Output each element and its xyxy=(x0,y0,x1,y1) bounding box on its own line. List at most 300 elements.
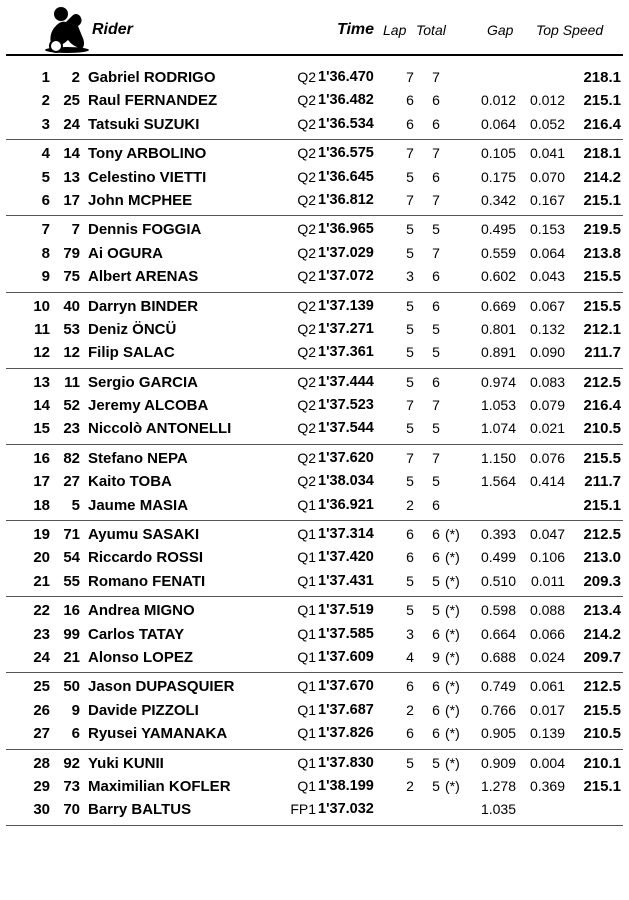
rider-name-cell: Jaume MASIA xyxy=(88,496,189,514)
position-cell: 7 xyxy=(41,221,50,239)
lap-cell: 6 xyxy=(406,526,414,543)
lap-cell: 5 xyxy=(406,221,414,238)
gap-cell: 0.905 xyxy=(480,725,516,742)
gap-column-header: Gap xyxy=(487,22,514,38)
lap-cell: 5 xyxy=(406,297,414,314)
total-laps-cell: 5 xyxy=(432,344,440,361)
total-laps-cell: 6 xyxy=(432,678,440,695)
top-speed-cell: 212.1 xyxy=(583,320,621,338)
lap-cell: 7 xyxy=(406,397,414,414)
session-cell: Q2 xyxy=(297,221,316,238)
session-cell: Q1 xyxy=(297,754,316,771)
top-speed-cell: 216.4 xyxy=(583,115,621,133)
rider-name-cell: Deniz ÖNCÜ xyxy=(88,320,177,338)
lap-time-cell: 1'37.032 xyxy=(318,801,374,818)
total-laps-cell: 6 xyxy=(432,268,440,285)
rider-number-cell: 12 xyxy=(63,344,80,362)
gap-cell: 0.342 xyxy=(480,191,516,208)
top-speed-cell: 209.7 xyxy=(583,648,621,666)
gap-to-previous-cell: 0.106 xyxy=(529,549,565,566)
total-laps-cell: 5 xyxy=(432,754,440,771)
lap-time-cell: 1'36.575 xyxy=(318,145,374,162)
gap-cell: 0.909 xyxy=(480,754,516,771)
total-laps-cell: 5 xyxy=(432,221,440,238)
results-table xyxy=(6,64,623,826)
lap-time-cell: 1'36.482 xyxy=(318,92,374,109)
position-cell: 11 xyxy=(34,320,50,338)
table-row xyxy=(6,752,623,775)
row-group xyxy=(6,64,623,140)
lap-cell: 5 xyxy=(406,420,414,437)
top-speed-cell: 212.5 xyxy=(583,526,621,544)
lap-time-cell: 1'38.034 xyxy=(318,473,374,490)
gap-cell: 0.598 xyxy=(480,602,516,619)
rider-name-cell: Darryn BINDER xyxy=(88,297,199,315)
row-group xyxy=(6,750,623,826)
session-cell: Q1 xyxy=(297,701,316,718)
lap-cell: 6 xyxy=(406,725,414,742)
lap-time-cell: 1'37.072 xyxy=(318,268,374,285)
top-speed-cell: 215.1 xyxy=(583,496,621,514)
rider-name-cell: Davide PIZZOLI xyxy=(88,701,199,719)
session-cell: Q2 xyxy=(297,473,316,490)
table-row xyxy=(6,341,623,364)
gap-to-previous-cell: 0.012 xyxy=(529,92,565,109)
position-cell: 2 xyxy=(41,92,50,110)
gap-cell: 0.801 xyxy=(480,320,516,337)
lap-time-cell: 1'38.199 xyxy=(318,777,374,794)
lap-cell: 7 xyxy=(406,191,414,208)
table-row xyxy=(6,166,623,189)
session-cell: Q1 xyxy=(297,625,316,642)
total-laps-cell: 6 xyxy=(432,496,440,513)
rider-name-cell: Niccolò ANTONELLI xyxy=(88,420,232,438)
position-cell: 12 xyxy=(33,344,50,362)
total-laps-cell: 6 xyxy=(432,526,440,543)
lap-time-cell: 1'37.519 xyxy=(318,602,374,619)
position-cell: 25 xyxy=(33,678,50,696)
session-cell: Q2 xyxy=(297,297,316,314)
row-group xyxy=(6,521,623,597)
total-laps-cell: 5 xyxy=(432,572,440,589)
note-cell: (*) xyxy=(445,678,460,695)
gap-to-previous-cell: 0.083 xyxy=(529,373,565,390)
rider-number-cell: 99 xyxy=(63,625,80,643)
top-speed-cell: 214.2 xyxy=(583,625,621,643)
gap-to-previous-cell: 0.004 xyxy=(529,754,565,771)
rider-name-cell: Barry BALTUS xyxy=(88,801,192,819)
total-laps-cell: 7 xyxy=(432,397,440,414)
rider-number-cell: 40 xyxy=(63,297,80,315)
position-cell: 15 xyxy=(33,420,50,438)
position-cell: 13 xyxy=(33,373,50,391)
gap-cell: 0.495 xyxy=(480,221,516,238)
position-cell: 4 xyxy=(41,145,50,163)
session-cell: Q2 xyxy=(297,168,316,185)
top-speed-cell: 213.8 xyxy=(583,244,621,262)
session-cell: Q2 xyxy=(297,373,316,390)
top-speed-cell: 215.1 xyxy=(583,92,621,110)
row-group xyxy=(6,445,623,521)
session-cell: Q2 xyxy=(297,191,316,208)
rider-number-cell: 79 xyxy=(63,244,80,262)
gap-cell: 0.749 xyxy=(480,678,516,695)
lap-time-cell: 1'37.523 xyxy=(318,397,374,414)
position-cell: 5 xyxy=(41,168,50,186)
row-group xyxy=(6,293,623,369)
gap-to-previous-cell: 0.061 xyxy=(529,678,565,695)
rider-number-cell: 14 xyxy=(63,145,80,163)
position-cell: 20 xyxy=(33,549,50,567)
top-speed-cell: 219.5 xyxy=(583,221,621,239)
total-laps-cell: 6 xyxy=(432,625,440,642)
lap-time-cell: 1'37.139 xyxy=(318,297,374,314)
lap-time-cell: 1'37.585 xyxy=(318,625,374,642)
rider-name-cell: John MCPHEE xyxy=(88,191,193,209)
table-row xyxy=(6,371,623,394)
table-row xyxy=(6,318,623,341)
gap-to-previous-cell: 0.024 xyxy=(529,648,565,665)
rider-number-cell: 17 xyxy=(63,191,80,209)
lap-cell: 5 xyxy=(406,244,414,261)
position-cell: 18 xyxy=(33,496,50,514)
gap-cell: 0.669 xyxy=(480,297,516,314)
total-column-header: Total xyxy=(416,22,446,38)
lap-time-cell: 1'37.431 xyxy=(318,572,374,589)
rider-name-cell: Filip SALAC xyxy=(88,344,175,362)
rider-number-cell: 75 xyxy=(63,268,80,286)
top-speed-cell: 211.7 xyxy=(584,473,621,491)
total-laps-cell: 9 xyxy=(432,648,440,665)
lap-cell: 5 xyxy=(406,754,414,771)
rider-name-cell: Romano FENATI xyxy=(88,572,206,590)
rider-name-cell: Raul FERNANDEZ xyxy=(88,92,218,110)
table-row xyxy=(6,189,623,212)
gap-to-previous-cell: 0.070 xyxy=(529,168,565,185)
session-cell: Q2 xyxy=(297,69,316,85)
rider-number-cell: 9 xyxy=(71,701,80,719)
table-row xyxy=(6,646,623,669)
table-row xyxy=(6,722,623,745)
total-laps-cell: 7 xyxy=(432,449,440,466)
session-cell: Q1 xyxy=(297,725,316,742)
top-speed-cell: 215.5 xyxy=(583,449,621,467)
rider-name-cell: Yuki KUNII xyxy=(88,754,164,772)
total-laps-cell: 6 xyxy=(432,115,440,132)
top-speed-cell: 215.5 xyxy=(583,268,621,286)
session-cell: Q2 xyxy=(297,449,316,466)
lap-time-cell: 1'36.965 xyxy=(318,221,374,238)
top-speed-cell: 214.2 xyxy=(583,168,621,186)
gap-to-previous-cell: 0.369 xyxy=(529,777,565,794)
top-speed-cell: 216.4 xyxy=(583,397,621,415)
gap-cell: 0.664 xyxy=(480,625,516,642)
lap-cell: 7 xyxy=(406,69,414,85)
gap-to-previous-cell: 0.017 xyxy=(529,701,565,718)
total-laps-cell: 6 xyxy=(432,549,440,566)
rider-number-cell: 71 xyxy=(63,526,80,544)
note-cell: (*) xyxy=(445,725,460,742)
session-cell: Q1 xyxy=(297,648,316,665)
note-cell: (*) xyxy=(445,602,460,619)
total-laps-cell: 6 xyxy=(432,92,440,109)
position-cell: 28 xyxy=(33,754,50,772)
top-speed-cell: 212.5 xyxy=(583,678,621,696)
rider-number-cell: 73 xyxy=(63,777,80,795)
total-laps-cell: 5 xyxy=(432,420,440,437)
top-speed-cell: 218.1 xyxy=(583,145,621,163)
rider-name-cell: Dennis FOGGIA xyxy=(88,221,202,239)
gap-to-previous-cell: 0.153 xyxy=(529,221,565,238)
gap-cell: 0.766 xyxy=(480,701,516,718)
lap-cell: 2 xyxy=(406,496,414,513)
rider-number-cell: 16 xyxy=(63,602,80,620)
rider-number-cell: 55 xyxy=(63,572,80,590)
lap-time-cell: 1'37.420 xyxy=(318,549,374,566)
rider-name-cell: Jason DUPASQUIER xyxy=(88,678,235,696)
top-speed-cell: 213.4 xyxy=(583,602,621,620)
total-laps-cell: 6 xyxy=(432,373,440,390)
rider-name-cell: Gabriel RODRIGO xyxy=(88,69,216,86)
rider-name-cell: Sergio GARCIA xyxy=(88,373,199,391)
gap-cell: 0.064 xyxy=(480,115,516,132)
rider-name-cell: Carlos TATAY xyxy=(88,625,185,643)
lap-cell: 2 xyxy=(406,701,414,718)
gap-to-previous-cell: 0.041 xyxy=(529,145,565,162)
lap-cell: 4 xyxy=(406,648,414,665)
total-laps-cell: 6 xyxy=(432,725,440,742)
rider-number-cell: 53 xyxy=(63,320,80,338)
lap-time-cell: 1'37.826 xyxy=(318,725,374,742)
note-cell: (*) xyxy=(445,648,460,665)
rider-number-cell: 25 xyxy=(63,92,80,110)
note-cell: (*) xyxy=(445,701,460,718)
session-cell: Q2 xyxy=(297,397,316,414)
lap-time-cell: 1'36.470 xyxy=(318,69,374,85)
total-laps-cell: 6 xyxy=(432,168,440,185)
position-cell: 26 xyxy=(33,701,50,719)
table-row xyxy=(6,113,623,136)
lap-cell: 6 xyxy=(406,115,414,132)
rider-name-cell: Stefano NEPA xyxy=(88,449,188,467)
lap-time-cell: 1'37.271 xyxy=(318,320,374,337)
lap-cell: 2 xyxy=(406,777,414,794)
lap-time-cell: 1'37.609 xyxy=(318,648,374,665)
gap-to-previous-cell: 0.064 xyxy=(529,244,565,261)
note-cell: (*) xyxy=(445,526,460,543)
rider-name-cell: Tatsuki SUZUKI xyxy=(88,115,200,133)
row-group xyxy=(6,140,623,216)
position-cell: 8 xyxy=(41,244,50,262)
gap-to-previous-cell: 0.079 xyxy=(529,397,565,414)
position-cell: 22 xyxy=(33,602,50,620)
rider-name-cell: Albert ARENAS xyxy=(88,268,199,286)
lap-cell: 7 xyxy=(406,449,414,466)
rider-name-cell: Ayumu SASAKI xyxy=(88,526,200,544)
lap-cell: 3 xyxy=(406,625,414,642)
rider-number-cell: 54 xyxy=(63,549,80,567)
top-speed-cell: 210.5 xyxy=(583,420,621,438)
row-group xyxy=(6,597,623,673)
gap-cell: 0.175 xyxy=(480,168,516,185)
gap-cell: 0.559 xyxy=(480,244,516,261)
table-row xyxy=(6,494,623,517)
top-speed-cell: 213.0 xyxy=(583,549,621,567)
gap-cell: 1.053 xyxy=(480,397,516,414)
lap-cell: 6 xyxy=(406,549,414,566)
session-cell: Q2 xyxy=(297,268,316,285)
total-laps-cell: 5 xyxy=(432,473,440,490)
table-row xyxy=(6,570,623,593)
gap-to-previous-cell: 0.414 xyxy=(529,473,565,490)
lap-time-cell: 1'37.670 xyxy=(318,678,374,695)
gap-to-previous-cell: 0.132 xyxy=(529,320,565,337)
lap-cell: 5 xyxy=(406,572,414,589)
total-laps-cell: 5 xyxy=(432,777,440,794)
table-row xyxy=(6,546,623,569)
table-row xyxy=(6,523,623,546)
gap-cell: 0.393 xyxy=(480,526,516,543)
top-speed-cell: 215.5 xyxy=(583,297,621,315)
gap-cell: 1.035 xyxy=(480,801,516,818)
gap-cell: 0.891 xyxy=(480,344,516,361)
total-laps-cell: 5 xyxy=(432,602,440,619)
row-group xyxy=(6,673,623,749)
gap-to-previous-cell: 0.011 xyxy=(531,572,565,589)
table-row xyxy=(6,675,623,698)
lap-time-cell: 1'36.645 xyxy=(318,168,374,185)
position-cell: 21 xyxy=(33,572,50,590)
position-cell: 23 xyxy=(33,625,50,643)
gap-cell: 0.602 xyxy=(480,268,516,285)
table-row xyxy=(6,295,623,318)
gap-to-previous-cell: 0.076 xyxy=(529,449,565,466)
rider-name-cell: Alonso LOPEZ xyxy=(88,648,193,666)
lap-cell: 5 xyxy=(406,473,414,490)
rider-name-cell: Tony ARBOLINO xyxy=(88,145,207,163)
session-cell: Q2 xyxy=(297,92,316,109)
note-cell: (*) xyxy=(445,572,460,589)
gap-cell: 1.278 xyxy=(480,777,516,794)
position-cell: 27 xyxy=(33,725,50,743)
top-speed-cell: 215.5 xyxy=(583,701,621,719)
top-speed-cell: 215.1 xyxy=(583,191,621,209)
position-cell: 9 xyxy=(41,268,50,286)
rider-number-cell: 11 xyxy=(64,373,80,391)
gap-to-previous-cell: 0.167 xyxy=(529,191,565,208)
rider-name-cell: Andrea MIGNO xyxy=(88,602,195,620)
rider-number-cell: 24 xyxy=(63,115,80,133)
position-cell: 3 xyxy=(41,115,50,133)
rider-number-cell: 50 xyxy=(63,678,80,696)
table-row xyxy=(6,142,623,165)
row-group xyxy=(6,369,623,445)
total-laps-cell: 7 xyxy=(432,69,440,85)
lap-time-cell: 1'36.534 xyxy=(318,115,374,132)
gap-cell: 1.564 xyxy=(480,473,516,490)
session-cell: Q1 xyxy=(297,678,316,695)
total-laps-cell: 5 xyxy=(432,320,440,337)
rider-name-cell: Celestino VIETTI xyxy=(88,168,207,186)
total-laps-cell: 7 xyxy=(432,145,440,162)
total-laps-cell: 6 xyxy=(432,297,440,314)
gap-cell: 0.105 xyxy=(480,145,516,162)
session-cell: Q1 xyxy=(297,572,316,589)
lap-column-header: Lap xyxy=(383,22,407,38)
position-cell: 24 xyxy=(33,648,50,666)
table-row xyxy=(6,394,623,417)
header-divider xyxy=(6,54,623,56)
gap-to-previous-cell: 0.066 xyxy=(529,625,565,642)
rider-number-cell: 13 xyxy=(63,168,80,186)
lap-time-cell: 1'37.029 xyxy=(318,244,374,261)
rider-name-cell: Jeremy ALCOBA xyxy=(88,397,209,415)
session-cell: Q1 xyxy=(297,526,316,543)
rider-number-cell: 70 xyxy=(63,801,80,819)
lap-time-cell: 1'37.544 xyxy=(318,420,374,437)
motorcycle-rider-icon xyxy=(42,6,92,54)
rider-number-cell: 23 xyxy=(63,420,80,438)
table-row xyxy=(6,417,623,440)
lap-cell: 5 xyxy=(406,168,414,185)
note-cell: (*) xyxy=(445,754,460,771)
session-cell: Q2 xyxy=(297,244,316,261)
rider-name-cell: Ryusei YAMANAKA xyxy=(88,725,228,743)
lap-cell: 3 xyxy=(406,268,414,285)
note-cell: (*) xyxy=(445,625,460,642)
session-cell: Q1 xyxy=(297,777,316,794)
table-row xyxy=(6,447,623,470)
table-header xyxy=(0,0,629,58)
session-cell: Q2 xyxy=(297,145,316,162)
lap-cell: 5 xyxy=(406,602,414,619)
rider-number-cell: 21 xyxy=(63,648,80,666)
total-laps-cell: 7 xyxy=(432,191,440,208)
gap-to-previous-cell: 0.067 xyxy=(529,297,565,314)
position-cell: 19 xyxy=(33,526,50,544)
gap-to-previous-cell: 0.090 xyxy=(529,344,565,361)
gap-cell: 0.012 xyxy=(480,92,516,109)
gap-cell: 1.074 xyxy=(480,420,516,437)
top-speed-cell: 212.5 xyxy=(583,373,621,391)
position-cell: 14 xyxy=(33,397,50,415)
gap-cell: 0.974 xyxy=(480,373,516,390)
gap-cell: 0.499 xyxy=(480,549,516,566)
rider-name-cell: Maximilian KOFLER xyxy=(88,777,231,795)
top-speed-cell: 211.7 xyxy=(584,344,621,362)
lap-cell: 5 xyxy=(406,344,414,361)
gap-to-previous-cell: 0.047 xyxy=(529,526,565,543)
note-cell: (*) xyxy=(445,777,460,794)
rider-column-header: Rider xyxy=(92,21,133,38)
lap-time-cell: 1'37.314 xyxy=(318,526,374,543)
gap-to-previous-cell: 0.088 xyxy=(529,602,565,619)
total-laps-cell: 7 xyxy=(432,244,440,261)
lap-cell: 5 xyxy=(406,320,414,337)
table-row xyxy=(6,798,623,821)
gap-cell: 1.150 xyxy=(480,449,516,466)
top-speed-cell: 218.1 xyxy=(583,69,621,86)
table-row xyxy=(6,599,623,622)
position-cell: 16 xyxy=(33,449,50,467)
session-cell: Q1 xyxy=(297,496,316,513)
top-speed-column-header: Top Speed xyxy=(536,22,604,38)
gap-to-previous-cell: 0.021 xyxy=(529,420,565,437)
lap-time-cell: 1'37.620 xyxy=(318,449,374,466)
lap-time-cell: 1'36.812 xyxy=(318,191,374,208)
position-cell: 30 xyxy=(33,801,50,819)
session-cell: Q2 xyxy=(297,344,316,361)
